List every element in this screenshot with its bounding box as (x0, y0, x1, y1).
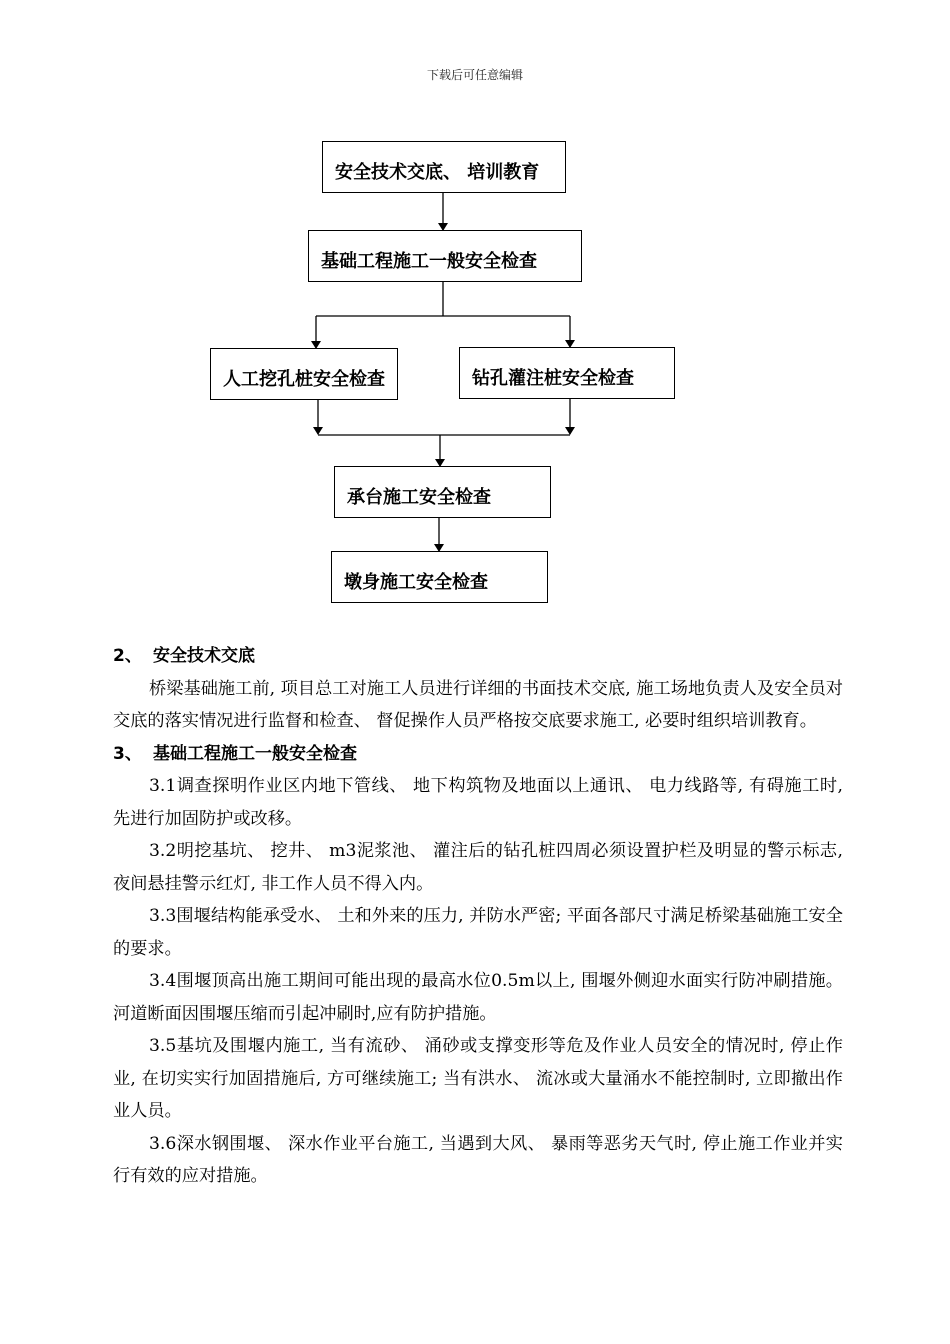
flow-box-manual-dug-pile-check (210, 348, 398, 400)
paragraph: 3.6深水钢围堰、 深水作业平台施工, 当遇到大风、 暴雨等恶劣天气时, 停止施工作业并实行有效的应对措施。 (113, 1133, 843, 1186)
section-heading (113, 738, 843, 771)
section-title: 基础工程施工一般安全检查 (153, 743, 357, 764)
page-header-note: 下载后可任意编辑 (426, 68, 523, 82)
section-number: 2、 (113, 646, 142, 666)
flow-box-safety-briefing (322, 141, 566, 193)
document-body (113, 640, 843, 1193)
flow-box-pile-cap-check (334, 466, 551, 518)
flow-box-foundation-general-check (308, 230, 582, 282)
paragraph: 3.2明挖基坑、 挖井、 m3泥浆池、 灌注后的钻孔桩四周必须设置护栏及明显的警示标志, 夜间悬挂警示红灯, 非工作人员不得入内。 (113, 841, 843, 894)
flow-box-label: 人工挖孔桩安全检查 (223, 369, 385, 390)
flow-box-label: 钻孔灌注桩安全检查 (472, 368, 634, 389)
paragraph: 3.1调查探明作业区内地下管线、 地下构筑物及地面以上通讯、 电力线路等, 有碍施工时, 先进行加固防护或改移。 (113, 776, 843, 829)
section-number: 3、 (113, 743, 142, 764)
paragraph: 3.4围堰顶高出施工期间可能出现的最高水位0.5m以上, 围堰外侧迎水面实行防冲刷措施。河道断面因围堰压缩而引起冲刷时,应有防护措施。 (113, 971, 843, 1024)
paragraph: 3.5基坑及围堰内施工, 当有流砂、 涌砂或支撑变形等危及作业人员安全的情况时, 停止作业, 在切实实行加固措施后, 方可继续施工; 当有洪水、 流冰或大量涌水不能控制时, 立即撤出作业人员。 (113, 1036, 843, 1121)
section-title: 安全技术交底 (153, 646, 255, 666)
flow-box-label: 承台施工安全检查 (347, 487, 491, 508)
paragraph: 3.3围堰结构能承受水、 土和外来的压力, 并防水严密; 平面各部尺寸满足桥梁基础施工安全的要求。 (113, 906, 843, 959)
flow-box-pier-body-check (331, 551, 548, 603)
flowchart (0, 0, 950, 620)
flow-box-label: 墩身施工安全检查 (344, 572, 488, 593)
flow-box-bored-pile-check (459, 347, 675, 399)
flow-box-label: 安全技术交底、 培训教育 (335, 162, 540, 183)
flow-box-label: 基础工程施工一般安全检查 (321, 251, 537, 272)
flowchart-connectors (0, 0, 950, 620)
section-heading (113, 640, 843, 673)
paragraph: 桥梁基础施工前, 项目总工对施工人员进行详细的书面技术交底, 施工场地负责人及安全员对交底的落实情况进行监督和检查、 督促操作人员严格按交底要求施工, 必要时组织培训教育。 (113, 678, 843, 731)
